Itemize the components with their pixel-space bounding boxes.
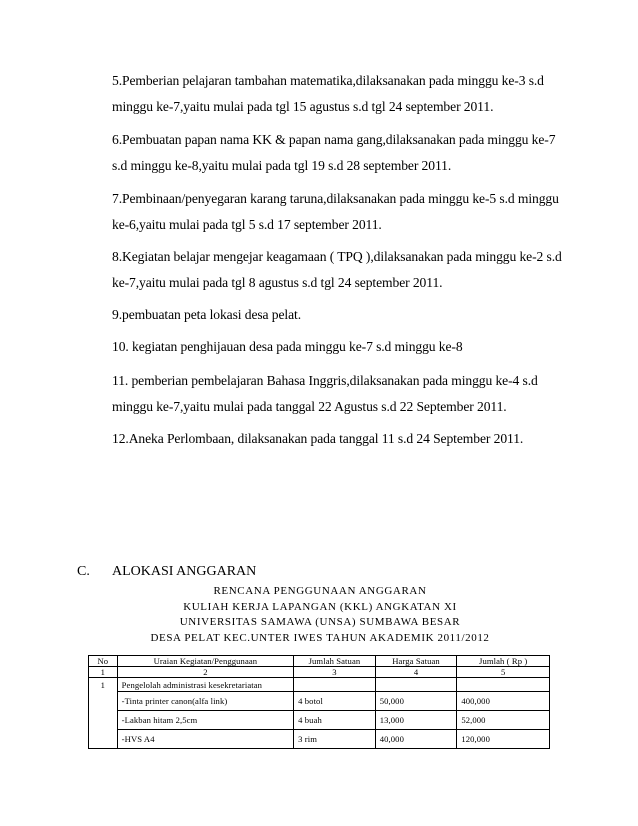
activity-item-8: 8.Kegiatan belajar mengejar keagamaan ( TPQ ),dilaksanakan pada minggu ke-2 s.d ke-7,yaitu mulai pada tgl 8 agustus s.d tgl 24 september 2011.: [112, 249, 562, 290]
budget-table: [88, 655, 550, 749]
column-number: 2: [117, 667, 293, 678]
row-uraian: -Tinta printer canon(alfa link): [117, 692, 293, 711]
header-jumlah-satuan: Jumlah Satuan: [294, 656, 376, 667]
row-total: 120,000: [457, 730, 550, 749]
table-header-row: [89, 656, 550, 667]
row-harga: 50,000: [375, 692, 457, 711]
column-number: 1: [89, 667, 118, 678]
category-no: 1: [89, 678, 118, 692]
activity-item-11: 11. pemberian pembelajaran Bahasa Inggris,dilaksanakan pada minggu ke-4 s.d minggu ke-7,yaitu mulai pada tanggal 22 Agustus s.d 22 September 2011.: [112, 373, 538, 414]
empty-cell: [294, 678, 376, 692]
budget-heading: [100, 584, 540, 646]
row-jumlah: 3 rim: [294, 730, 376, 749]
row-uraian: -HVS A4: [117, 730, 293, 749]
category-label: Pengelolah administrasi kesekretariatan: [117, 678, 293, 692]
table-row-category: [89, 678, 550, 692]
empty-cell: [89, 711, 118, 730]
row-harga: 13,000: [375, 711, 457, 730]
empty-cell: [89, 730, 118, 749]
header-jumlah-rp: Jumlah ( Rp ): [457, 656, 550, 667]
budget-heading-line-4: DESA PELAT KEC.UNTER IWES TAHUN AKADEMIK 2011/2012: [150, 631, 490, 644]
section-title: ALOKASI ANGGARAN: [112, 564, 257, 579]
row-harga: 40,000: [375, 730, 457, 749]
row-jumlah: 4 buah: [294, 711, 376, 730]
activity-item-6: 6.Pembuatan papan nama KK & papan nama gang,dilaksanakan pada minggu ke-7 s.d minggu ke-8,yaitu mulai pada tgl 19 s.d 28 september 2011.: [112, 132, 556, 173]
budget-heading-line-3: UNIVERSITAS SAMAWA (UNSA) SUMBAWA BESAR: [179, 616, 461, 628]
table-row: [89, 730, 550, 749]
empty-cell: [89, 692, 118, 711]
header-uraian: Uraian Kegiatan/Penggunaan: [117, 656, 293, 667]
budget-heading-line-1: RENCANA PENGGUNAAN ANGGARAN: [213, 585, 427, 597]
empty-cell: [375, 678, 457, 692]
activity-item-5: 5.Pemberian pelajaran tambahan matematika,dilaksanakan pada minggu ke-3 s.d minggu ke-7,yaitu mulai pada tgl 15 agustus s.d tgl 24 september 2011.: [112, 73, 544, 114]
row-total: 400,000: [457, 692, 550, 711]
section-letter: C.: [77, 564, 90, 579]
activity-item-7: 7.Pembinaan/penyegaran karang taruna,dilaksanakan pada minggu ke-5 s.d minggu ke-6,yaitu mulai pada tgl 5 s.d 17 september 2011.: [112, 191, 559, 232]
table-row: [89, 711, 550, 730]
activity-item-9: 9.pembuatan peta lokasi desa pelat.: [112, 307, 302, 322]
header-no: No: [89, 656, 118, 667]
empty-cell: [457, 678, 550, 692]
table-row: [89, 692, 550, 711]
activity-item-10: 10. kegiatan penghijauan desa pada minggu ke-7 s.d minggu ke-8: [112, 339, 463, 354]
column-number: 5: [457, 667, 550, 678]
column-number: 3: [294, 667, 376, 678]
row-total: 52,000: [457, 711, 550, 730]
row-jumlah: 4 botol: [294, 692, 376, 711]
column-number-row: [89, 667, 550, 678]
activity-item-12: 12.Aneka Perlombaan, dilaksanakan pada tanggal 11 s.d 24 September 2011.: [112, 431, 524, 446]
header-harga-satuan: Harga Satuan: [375, 656, 457, 667]
row-uraian: -Lakban hitam 2,5cm: [117, 711, 293, 730]
budget-heading-line-2: KULIAH KERJA LAPANGAN (KKL) ANGKATAN XI: [183, 600, 457, 613]
column-number: 4: [375, 667, 457, 678]
